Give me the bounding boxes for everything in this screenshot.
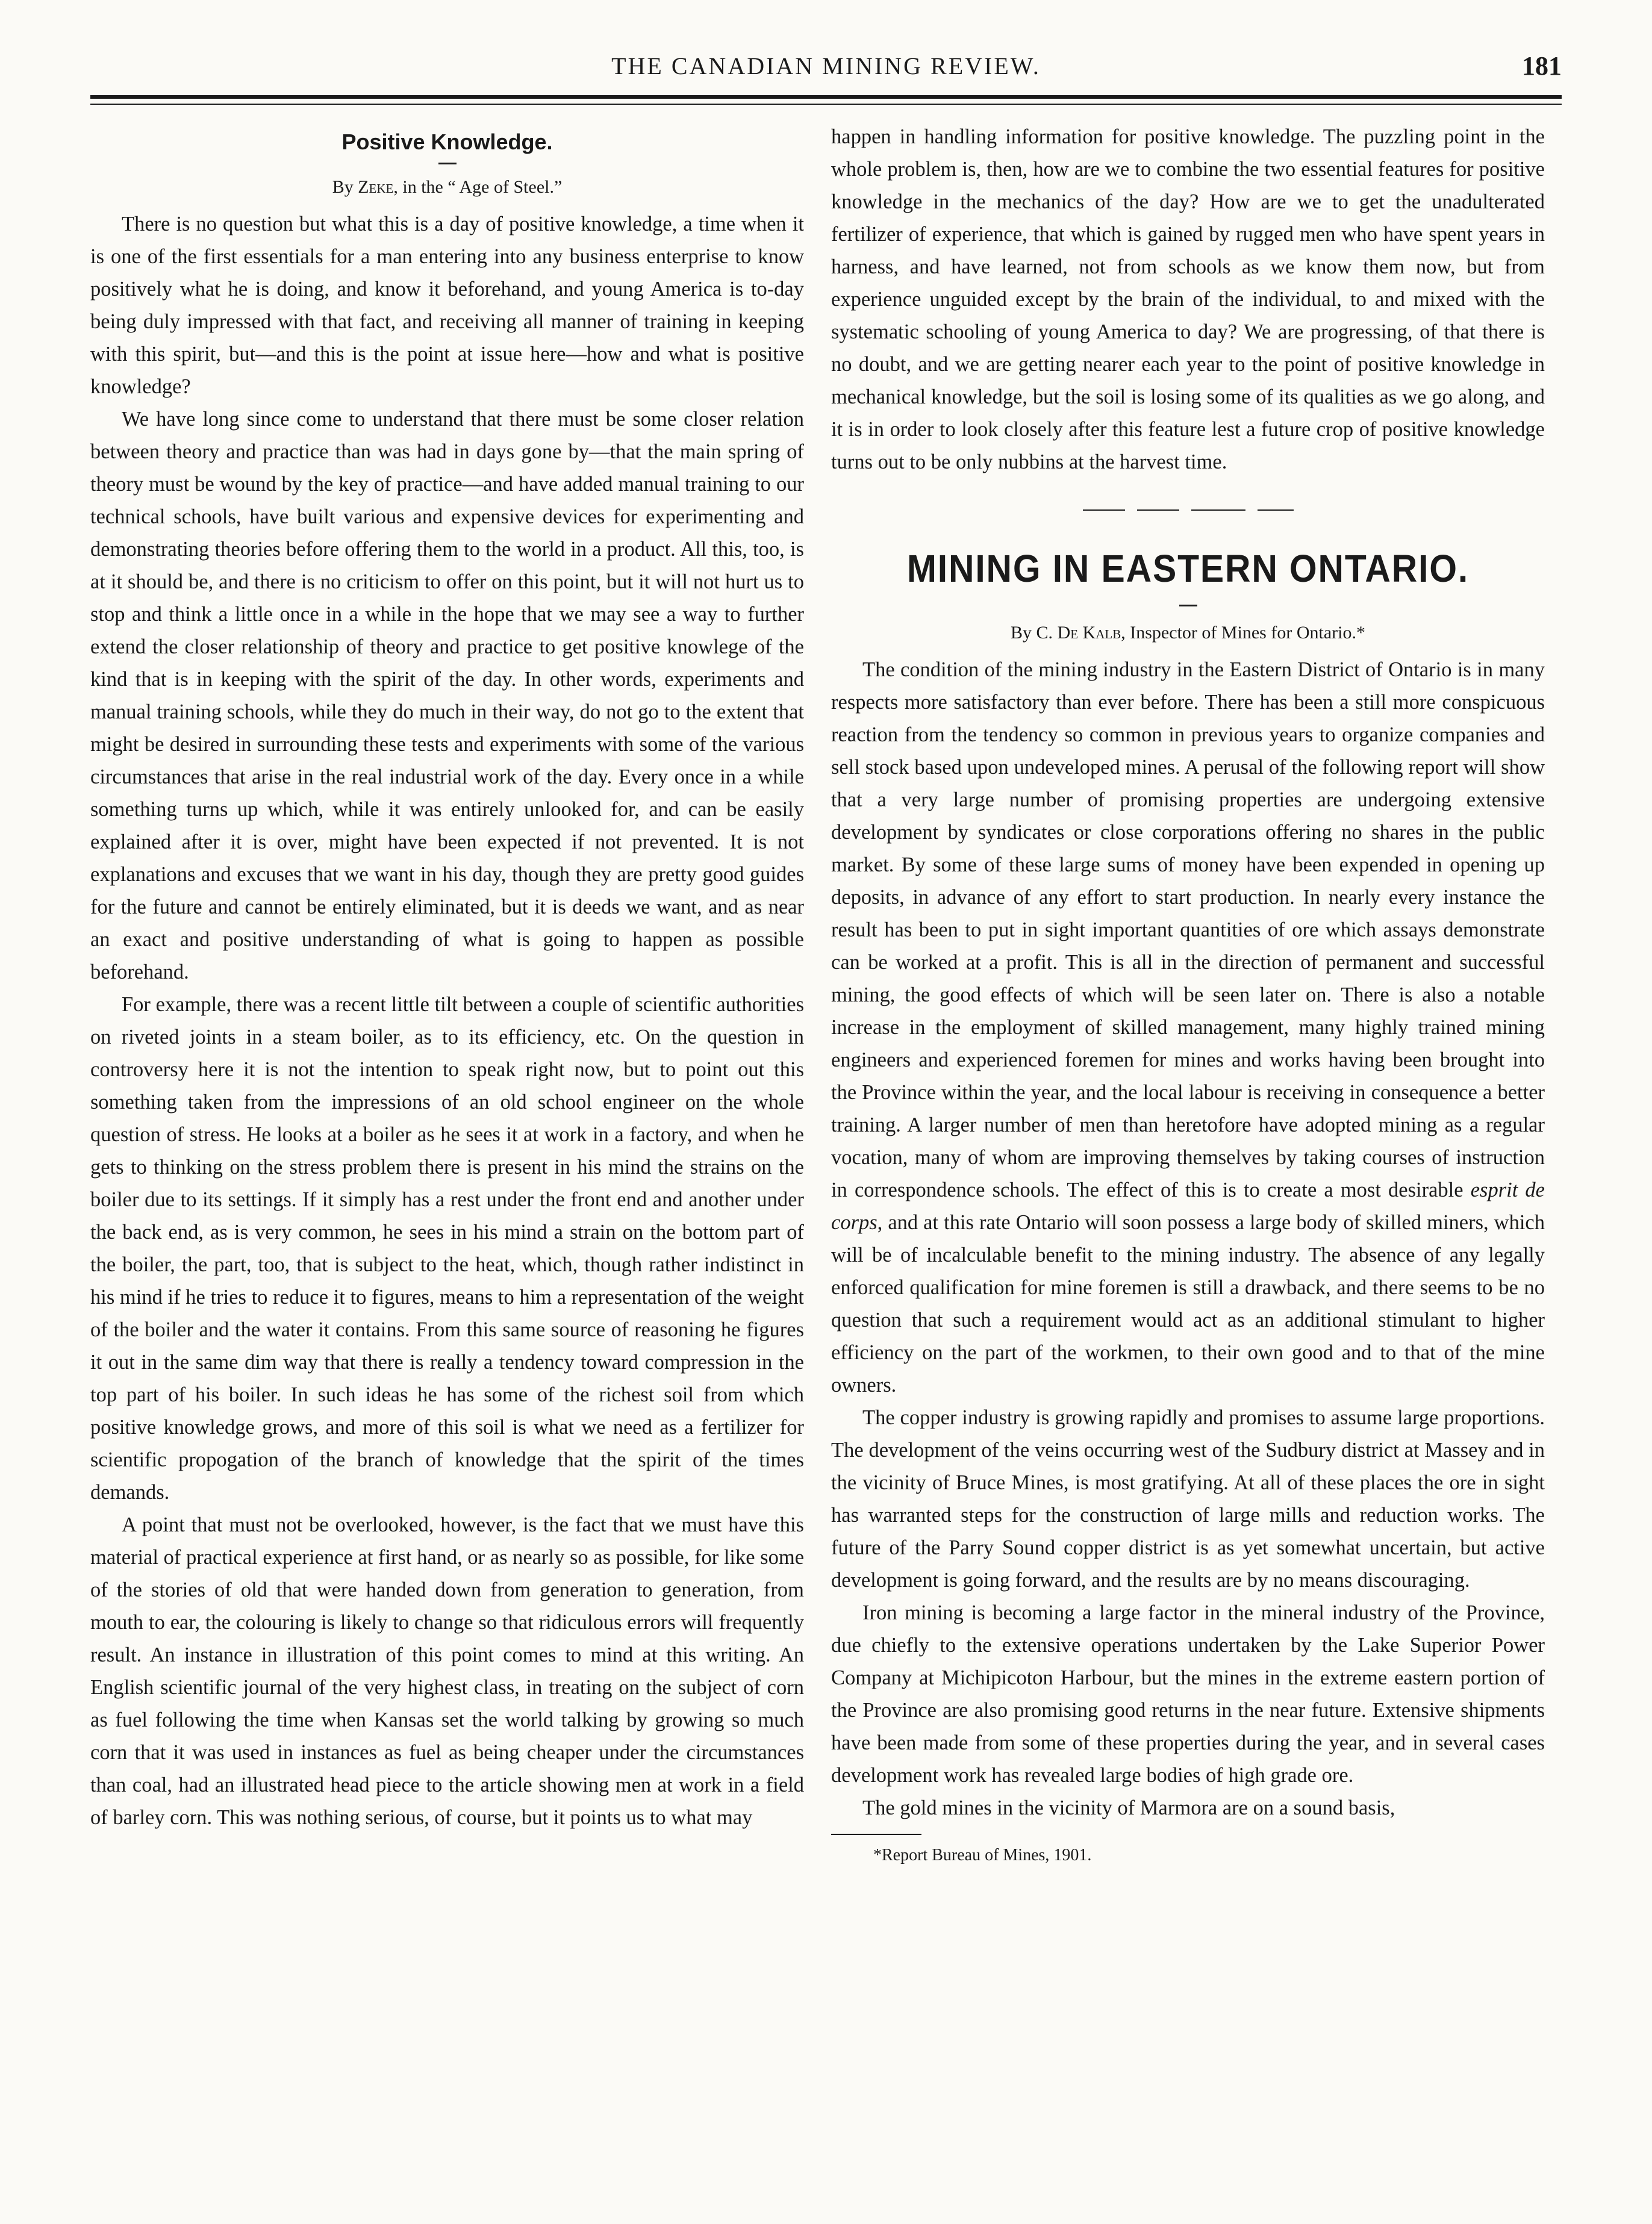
italic-phrase: esprit de corps <box>831 1179 1545 1234</box>
byline-author: De Kalb <box>1057 623 1121 643</box>
paragraph: The copper industry is growing rapidly and promises to assume large proportions. The development of the veins occurring west of the Sudbury district at Massey and in the vicinity of Bruce Mines, is most gratifying. At all of these places the ore in sight has warranted steps for the construction of large mills and reduction works. The future of the Parry Sound copper district is as yet somewhat uncertain, but active development is going forward, and the results are by no means discouraging. <box>831 1406 1545 1592</box>
byline-prefix: By <box>332 177 358 197</box>
page-header <box>90 48 1562 90</box>
running-title: THE CANADIAN MINING REVIEW. <box>611 52 1041 79</box>
header-rule-thin <box>90 104 1562 105</box>
page-number: 181 <box>1522 51 1562 81</box>
header-rule-thick <box>90 95 1562 99</box>
paragraph: For example, there was a recent little tilt between a couple of scientific authorities on riveted joints in a steam boiler, as to its efficiency, etc. On the question in controversy here it is not the intention to speak right now, but to point out this something taken from the impressions of an old school engineer on the whole question of stress. He looks at a boiler as he sees it at work in a factory, and when he gets to thinking on the stress problem there is present in his mind the strains on the boiler due to its settings. If it simply has a rest under the front end and another under the back end, as is very common, he sees in his mind a strain on the bottom part of the boiler, the part, too, that is subject to the heat, which, though rather indistinct in his mind if he tries to reduce it to figures, means to him a representation of the weight of the boiler and the water it contains. From this same source of reasoning he figures it out in the same dim way that there is really a tendency toward compression in the top part of his boiler. In such ideas he has some of the richest soil from which positive knowledge grows, and more of this soil is what we need as a fertilizer for scientific propogation of the branch of knowledge that the spirit of the times demands. <box>90 993 804 1504</box>
title-dash <box>1179 605 1197 606</box>
article-title-positive-knowledge: Positive Knowledge. <box>341 129 553 154</box>
paragraph: There is no question but what this is a day of positive knowledge, a time when it is one of the first essentials for a man entering into any business enterprise to know positively what he is doing, and know it beforehand, and young America is to-day being duly impressed with that fact, and receiving all manner of training in keeping with this spirit, but—and this is the point at issue here—how and what is positive knowledge? <box>90 213 804 398</box>
footnote: *Report Bureau of Mines, 1901. <box>873 1846 1092 1864</box>
left-column <box>90 120 804 1834</box>
byline-author: Zeke <box>358 177 394 197</box>
right-column <box>831 120 1545 1869</box>
byline-source: , Inspector of Mines for Ontario.* <box>1121 623 1365 643</box>
paragraph-text: The condition of the mining industry in the Eastern District of Ontario is in many respects more satisfactory than ever before. There has been a still more conspicuous reaction from the tendency so common in previous years to organize companies and sell stock based upon undeveloped mines. A perusal of the following report will show that a very large number of promising properties are undergoing extensive development by syndicates or close corporations offering no shares in the public market. By some of these large sums of money have been expended in opening up deposits, in advance of any effort to start production. In nearly every instance the result has been to put in sight important quantities of ore which assays demonstrate can be worked at a profit. This is all in the direction of permanent and successful mining, the good effects of which will be seen later on. There is also a notable increase in the employment of skilled management, many highly trained mining engineers and experienced foremen for mines and works having been brought into the Province within the year, and the local labour is receiving in consequence a better training. A larger number of men than heretofore have adopted mining as a regular vocation, many of whom are improving themselves by taking courses of instruction in correspondence schools. The effect of this is to create a most desirable <box>831 658 1545 1201</box>
byline-source: , in the “ Age of Steel.” <box>393 177 563 197</box>
article-byline <box>90 173 804 202</box>
paragraph-text: , and at this rate Ontario will soon possess a large body of skilled miners, which will be of incalculable benefit to the mining industry. The absence of any legally enforced qualification for mine foremen is still a drawback, and there seems to be no question that such a requirement would act as an additional stimulant to higher efficiency on the part of the workmen, to their own good and to that of the mine owners. <box>831 1211 1545 1397</box>
title-dash <box>438 163 457 164</box>
byline-prefix: By C. <box>1011 623 1058 643</box>
article-byline <box>831 618 1545 647</box>
paragraph: Iron mining is becoming a large factor in the mineral industry of the Province, due chiefly to the extensive operations undertaken by the Lake Superior Power Company at Michipicoton Harbour, but the mines in the extreme eastern portion of the Province are also promising good returns in the near future. Extensive shipments have been made from some of these properties during the year, and in several cases development work has revealed large bodies of high grade ore. <box>831 1601 1545 1787</box>
paragraph <box>831 653 1545 1401</box>
article-title-mining-eastern-ontario: MINING IN EASTERN ONTARIO. <box>906 547 1470 590</box>
paragraph: A point that must not be overlooked, however, is the fact that we must have this material of practical experience at first hand, or as nearly so as possible, for like some of the stories of old that were handed down from generation to generation, from mouth to ear, the colouring is likely to change so that ridiculous errors will frequently result. An instance in illustration of this point comes to mind at this writing. An English scientific journal of the very highest class, in treating on the subject of corn as fuel following the time when Kansas set the world talking by growing so much corn that it was used in instances as fuel as being cheaper under the circumstances than coal, had an illustrated head piece to the article showing men at work in a field of barley corn. This was nothing serious, of course, but it points us to what may <box>90 1513 805 1829</box>
paragraph-continuation: happen in handling information for positive knowledge. The puzzling point in the whole problem is, then, how are we to combine the two essential features for positive knowledge in the mechanics of the day? How are we to get the unadulterated fertilizer of experience, that which is gained by rugged men who have spent years in harness, and have learned, not from schools as we know them now, but from experience unguided except by the brain of the individual, to and mixed with the systematic schooling of young America to day? We are progressing, of that there is no doubt, and we are getting nearer each year to the point of positive knowledge in mechanical knowledge, but the soil is losing some of its qualities as we go along, and it is in order to look closely after this feature lest a future crop of positive knowledge turns out to be only nubbins at the harvest time. <box>831 125 1545 473</box>
paragraph: The gold mines in the vicinity of Marmora are on a sound basis, <box>862 1796 1395 1819</box>
footnote-rule <box>831 1834 921 1835</box>
paragraph: We have long since come to understand that there must be some closer relation between theory and practice than was had in days gone by—that the main spring of theory must be wound by the key of practice—and have added manual training to our technical schools, have built various and expensive devices for experimenting and demonstrating theories before offering them to the world in a product. All this, too, is at it should be, and there is no criticism to offer on this point, but it will not hurt us to stop and think a little once in a while in the hope that we may see a way to further extend the closer relationship of theory and practice to get positive knowlege of the kind that is in keeping with the spirit of the day. In other words, experiments and manual training schools, while they do much in their way, do not go to the extent that might be desired in surrounding these tests and experiments with some of the various circumstances that arise in the real industrial work of the day. Every once in a while something turns up which, while it was entirely unlooked for, and can be easily explained after it is over, might have been expected if not prevented. It is not explanations and excuses that we want in his day, though they are pretty good guides for the future and cannot be entirely eliminated, but it is deeds we want, and as near an exact and positive understanding of what is going to happen as possible beforehand. <box>90 408 804 983</box>
article-separator <box>831 505 1545 507</box>
